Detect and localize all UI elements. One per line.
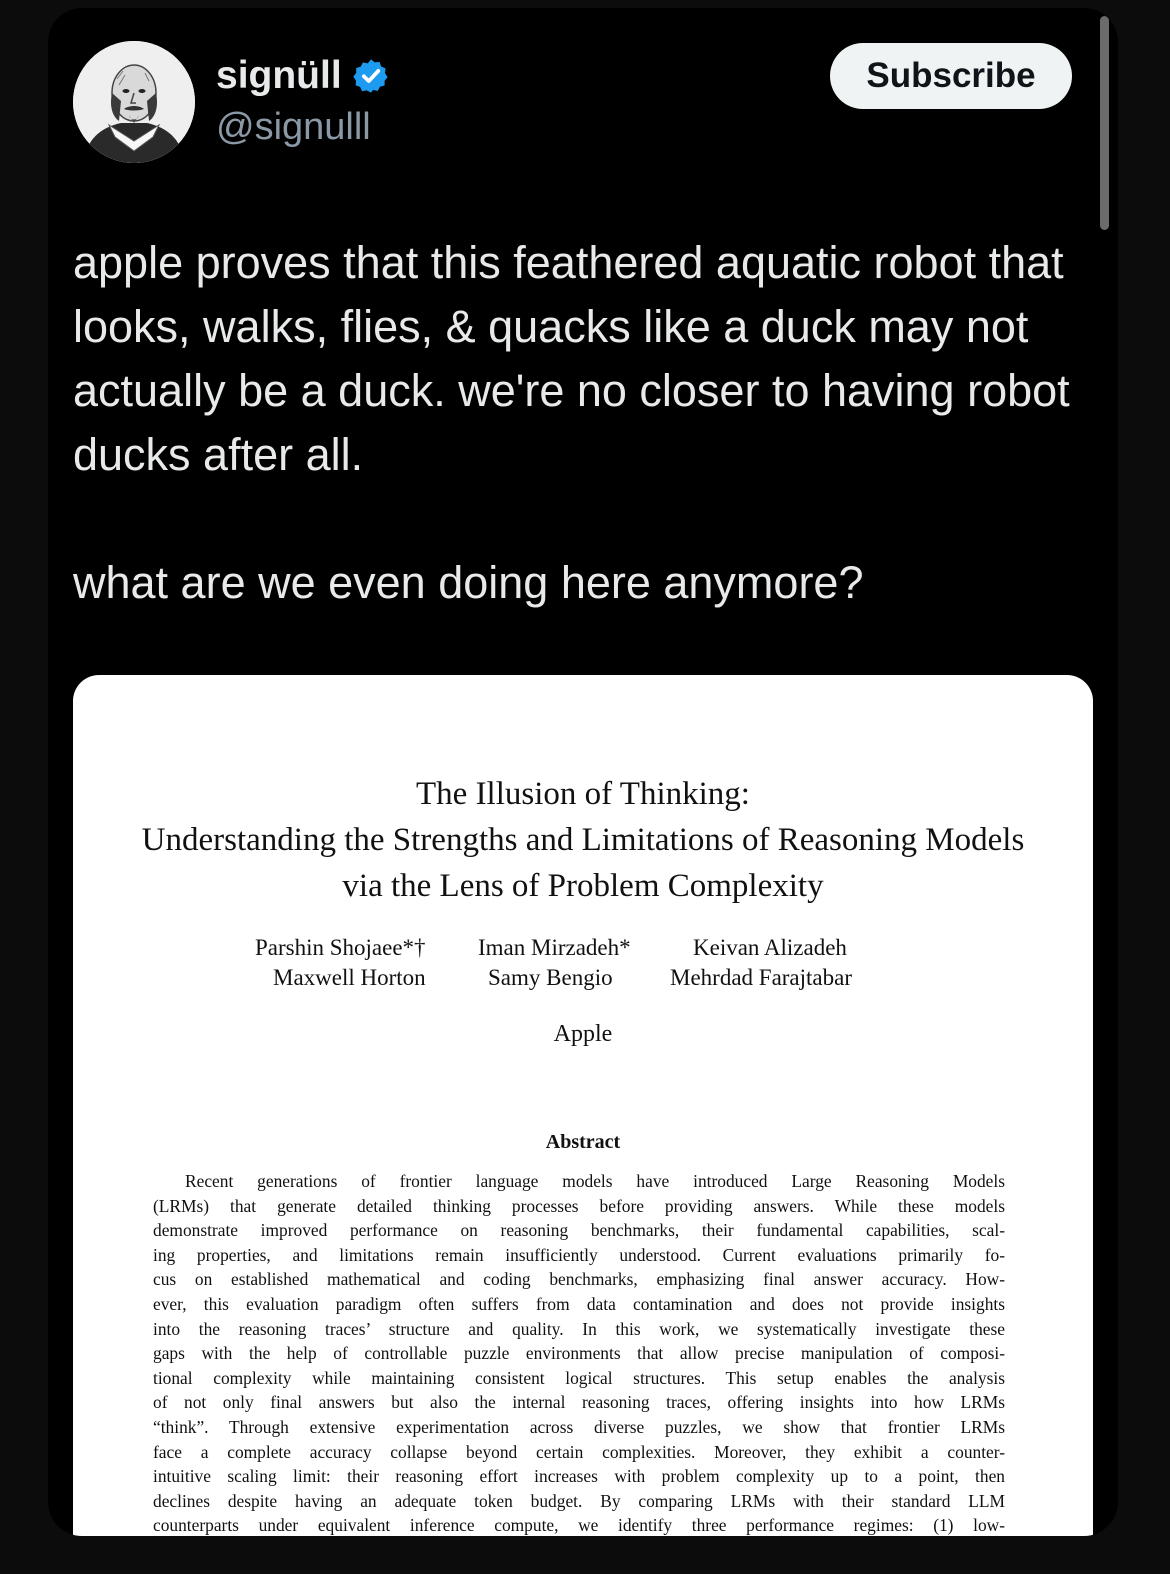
paper-title xyxy=(73,771,1093,909)
abstract-heading: Abstract xyxy=(545,1131,621,1153)
abstract-line: into the reasoning traces’ structure and quality. In this work, we systematically investigate these xyxy=(153,1318,1005,1339)
paper-author: Mehrdad Farajtabar xyxy=(670,965,853,990)
tweet-card xyxy=(48,8,1118,1536)
abstract-line: cus on established mathematical and coding benchmarks, emphasizing final answer accuracy. How- xyxy=(153,1269,1005,1290)
user-handle[interactable]: @signulll xyxy=(216,106,371,148)
paper-author: Keivan Alizadeh xyxy=(693,935,847,960)
abstract-line: tional complexity while maintaining consistent logical structures. This setup enables the analysis xyxy=(153,1367,1005,1388)
paper-title-line: via the Lens of Problem Complexity xyxy=(342,868,824,904)
abstract-line: Recent generations of frontier language models have introduced Large Reasoning Models xyxy=(185,1171,1005,1191)
abstract-line: (LRMs) that generate detailed thinking processes before providing answers. While these models xyxy=(153,1195,1005,1216)
abstract-line: ever, this evaluation paradigm often suffers from data contamination and does not provide insights xyxy=(153,1293,1005,1314)
display-name[interactable] xyxy=(216,54,390,98)
tweet-paragraph: apple proves that this feathered aquatic robot that looks, walks, flies, & quacks like a duck may not actually be a duck. we're no closer to having robot ducks after all. xyxy=(73,237,1070,480)
abstract-line: counterparts under equivalent inference compute, we identify three performance regimes: (1) low- xyxy=(153,1515,1005,1536)
paper-author: Maxwell Horton xyxy=(273,965,426,990)
scrollbar[interactable] xyxy=(1100,16,1109,230)
display-name-text: signüll xyxy=(216,54,342,97)
paper-author: Samy Bengio xyxy=(488,965,613,990)
paper-author: Parshin Shojaee*† xyxy=(255,935,426,960)
paper-title-line: Understanding the Strengths and Limitations of Reasoning Models xyxy=(141,822,1025,858)
tweet-text xyxy=(73,231,1103,615)
abstract-line: gaps with the help of controllable puzzle environments that allow precise manipulation of composi- xyxy=(153,1343,1005,1364)
paper-title-line: The Illusion of Thinking: xyxy=(416,776,750,812)
avatar[interactable] xyxy=(73,41,195,163)
attached-image-paper[interactable] xyxy=(73,675,1093,1536)
abstract-body xyxy=(153,1169,1005,1536)
abstract-line: intuitive scaling limit: their reasoning effort increases with problem complexity up to a point, then xyxy=(153,1466,1005,1487)
abstract-line: of not only final answers but also the internal reasoning traces, offering insights into how LRMs xyxy=(153,1392,1005,1413)
abstract-line: demonstrate improved performance on reasoning benchmarks, their fundamental capabilities, scal- xyxy=(153,1220,1005,1241)
paper-author: Iman Mirzadeh* xyxy=(478,935,631,960)
abstract-line: face a complete accuracy collapse beyond certain complexities. Moreover, they exhibit a counter- xyxy=(153,1441,1005,1462)
verified-badge-icon xyxy=(352,57,390,95)
abstract-line: ing properties, and limitations remain insufficiently understood. Current evaluations primarily fo- xyxy=(153,1244,1005,1265)
paper-affiliation: Apple xyxy=(553,1021,613,1047)
abstract-line: “think”. Through extensive experimentation across diverse puzzles, we show that frontier LRMs xyxy=(153,1416,1005,1437)
subscribe-button[interactable]: Subscribe xyxy=(830,43,1072,109)
abstract-line: declines despite having an adequate token budget. By comparing LRMs with their standard LLM xyxy=(153,1490,1005,1511)
shakespeare-portrait-icon xyxy=(73,41,195,163)
tweet-paragraph: what are we even doing here anymore? xyxy=(73,557,864,608)
